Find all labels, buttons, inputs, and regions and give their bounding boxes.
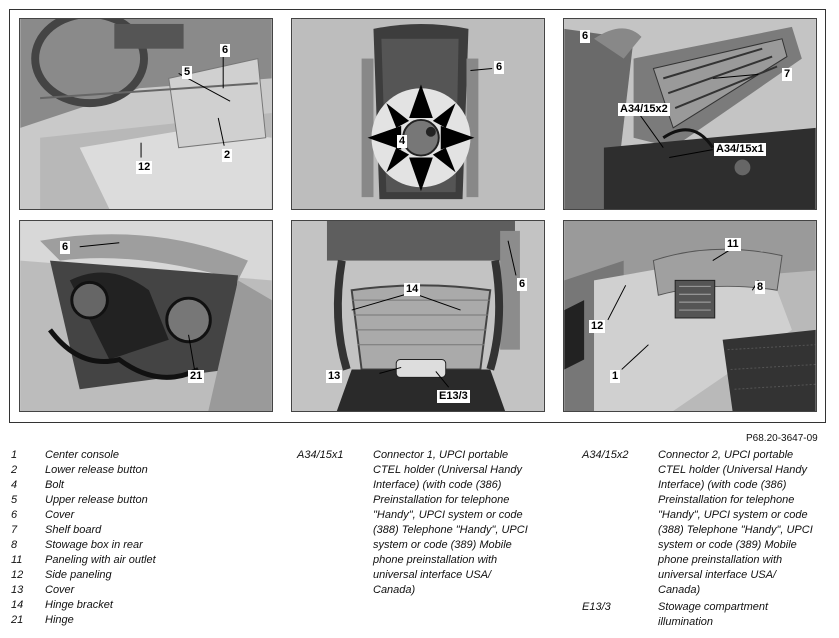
legend-row bbox=[11, 523, 156, 538]
photo-panel-2 bbox=[291, 18, 545, 210]
legend-row bbox=[11, 448, 156, 463]
legend-text: Connector 1, UPCI portable CTEL holder (Universal Handy Interface) (with code (386) Preinstallation for telephone "Handy", UPCI system or code (388) Telephone "Handy", UPCI system or code (389) Mobile phone preinstallation with universal interface USA/ Canada) bbox=[373, 449, 528, 596]
legend-key: 4 bbox=[11, 479, 18, 491]
legend-text: Upper release button bbox=[45, 494, 148, 506]
legend-key: 11 bbox=[11, 554, 23, 566]
callout-5: 5 bbox=[184, 66, 191, 78]
legend-text: Lower release button bbox=[45, 464, 148, 476]
callout-4: 4 bbox=[399, 135, 406, 147]
legend-text: Paneling with air outlet bbox=[45, 554, 156, 566]
callout-14: 14 bbox=[406, 283, 419, 295]
legend-text: Cover bbox=[45, 509, 75, 521]
legend-key: 2 bbox=[11, 464, 18, 476]
legend-key: E13/3 bbox=[582, 601, 611, 613]
callout-11: 11 bbox=[727, 238, 739, 250]
legend-row bbox=[11, 478, 156, 493]
legend-row bbox=[11, 538, 156, 553]
legend-text: Bolt bbox=[45, 479, 64, 491]
callout-2: 2 bbox=[224, 149, 231, 161]
legend-row bbox=[11, 583, 156, 598]
legend-right bbox=[582, 448, 832, 630]
legend-key: A34/15x1 bbox=[297, 449, 344, 461]
figure-reference: P68.20-3647-09 bbox=[746, 433, 818, 444]
legend-row bbox=[11, 493, 156, 508]
legend-key: 7 bbox=[11, 524, 18, 536]
legend-text: Stowage box in rear bbox=[45, 539, 143, 551]
legend-row bbox=[11, 508, 156, 523]
legend-left bbox=[11, 448, 156, 628]
callout-12: 12 bbox=[591, 320, 604, 332]
legend-key: 12 bbox=[11, 569, 24, 581]
callout-13: 13 bbox=[328, 370, 341, 382]
interior-console-drawing bbox=[20, 19, 272, 209]
legend-key: 6 bbox=[11, 509, 18, 521]
legend-key: 5 bbox=[11, 494, 18, 506]
rear-console-drawing bbox=[564, 221, 816, 411]
legend-row bbox=[11, 613, 156, 628]
legend-text: Cover bbox=[45, 584, 75, 596]
callout-E13-3: E13/3 bbox=[439, 390, 468, 402]
callout-6: 6 bbox=[519, 278, 526, 290]
callout-21: 21 bbox=[190, 370, 203, 382]
legend-text: Center console bbox=[45, 449, 119, 461]
legend-row bbox=[11, 463, 156, 478]
legend-row bbox=[11, 598, 156, 613]
legend-row bbox=[297, 448, 557, 598]
callout-6: 6 bbox=[222, 44, 229, 56]
photo-panel-1 bbox=[19, 18, 273, 210]
photo-panel-4 bbox=[19, 220, 273, 412]
legend-row bbox=[11, 553, 156, 568]
callout-1: 1 bbox=[612, 370, 619, 382]
legend-row bbox=[11, 568, 156, 583]
legend-key: A34/15x2 bbox=[582, 449, 629, 461]
legend-text: Connector 2, UPCI portable CTEL holder (Universal Handy Interface) (with code (386) Preinstallation for telephone "Handy", UPCI system or code (388) Telephone "Handy", UPCI system or code (389) Mobile phone preinstallation with universal interface USA/ Canada) bbox=[658, 449, 813, 596]
photo-panel-3 bbox=[563, 18, 817, 210]
legend-text: Stowage compartment illumination bbox=[658, 601, 769, 628]
armrest-bolt-drawing bbox=[292, 19, 544, 209]
legend-row bbox=[582, 448, 832, 598]
legend-key: 1 bbox=[11, 449, 18, 461]
callout-A34-15x2: A34/15x2 bbox=[620, 103, 668, 115]
legend-text: Hinge bracket bbox=[45, 599, 113, 611]
callout-6: 6 bbox=[582, 30, 589, 42]
callout-7: 7 bbox=[784, 68, 791, 80]
legend-key: 13 bbox=[11, 584, 24, 596]
photo-panel-5 bbox=[291, 220, 545, 412]
callout-8: 8 bbox=[757, 281, 764, 293]
hinge-mechanism-drawing bbox=[20, 221, 272, 411]
callout-A34-15x1: A34/15x1 bbox=[716, 143, 764, 155]
callout-6: 6 bbox=[496, 61, 503, 73]
callout-12: 12 bbox=[138, 161, 151, 173]
legend-middle bbox=[297, 448, 557, 598]
legend-text: Hinge bbox=[45, 614, 74, 626]
legend-text: Shelf board bbox=[45, 524, 102, 536]
legend-key: 14 bbox=[11, 599, 24, 611]
legend-key: 21 bbox=[11, 614, 24, 626]
legend-text: Side paneling bbox=[45, 569, 112, 581]
legend-key: 8 bbox=[11, 539, 18, 551]
legend-row bbox=[582, 600, 832, 630]
photo-panel-6 bbox=[563, 220, 817, 412]
shelf-board-connectors-drawing bbox=[564, 19, 816, 209]
callout-6: 6 bbox=[62, 241, 69, 253]
